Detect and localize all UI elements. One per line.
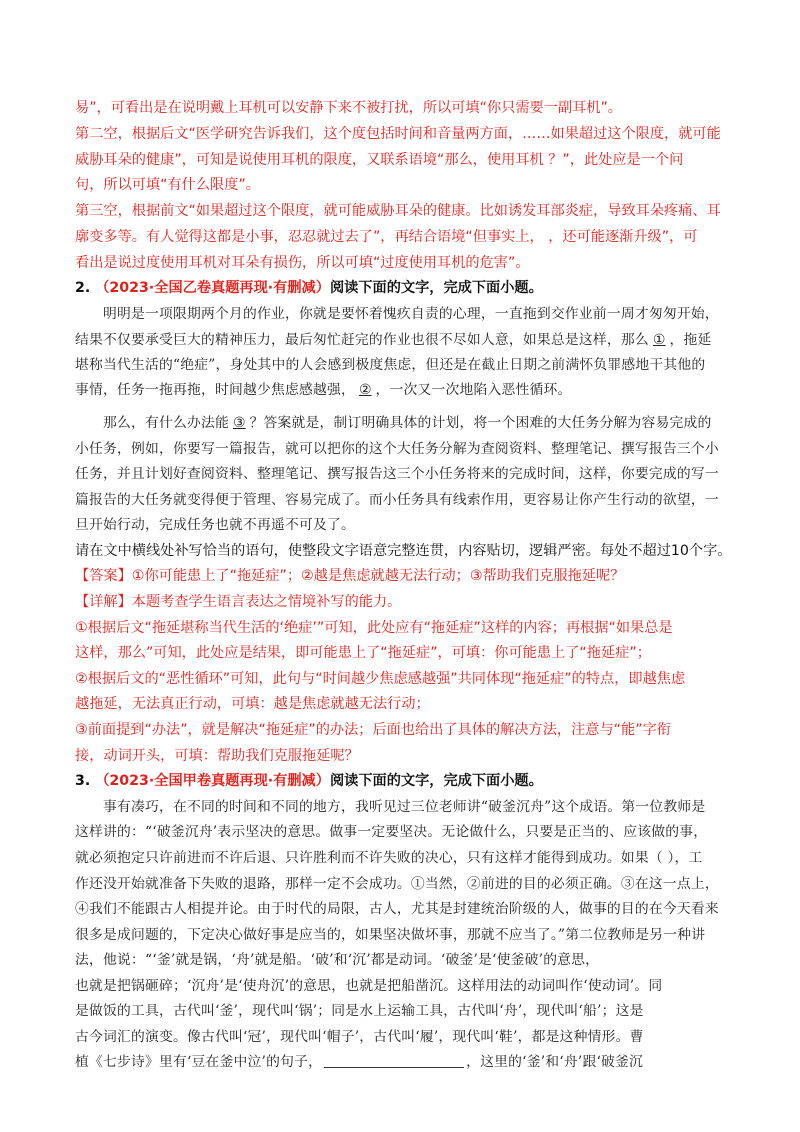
passage-line: 法，他说：“‘釜’就是锅，‘舟’就是船。‘破’和‘沉’都是动词。‘破釜’是‘使釜破’的意思， bbox=[75, 952, 600, 968]
analysis-line: 易”，可看出是在说明戴上耳机可以安静下来不被打扰，所以可填“你只需要一副耳机”。 bbox=[75, 100, 622, 116]
detail-line: 【详解】本题考查学生语言表达之情境补写的能力。 bbox=[75, 594, 402, 610]
question-2-heading bbox=[75, 278, 735, 298]
passage-line: 很多是成问题的，下定决心做好事是应当的，如果坚决做坏事，那就不应当了。”第二位教师是另一种讲 bbox=[75, 927, 706, 943]
analysis-line: 廓变多等。有人觉得这都是小事，忍忍就过去了”，再结合语境“但事实上， ，还可能逐渐升级”，可 bbox=[75, 229, 698, 245]
passage-line: 植《七步诗》里有‘豆在釜中泣’的句子， ，这里的‘釜’和‘舟’跟‘破釜沉 bbox=[75, 1054, 644, 1070]
passage-line: 小任务，例如，你要写一篇报告，就可以把你的这个大任务分解为查阅资料、整理笔记、撰写报告三个小 bbox=[75, 441, 719, 457]
detail-line: 越拖延，无法真正行动，可填：越是焦虑就越无法行动； bbox=[75, 696, 430, 712]
passage-line: 作还没开始就准备下失败的退路，那样一定不会成功。①当然，②前进的目的必须正确。③在这一点上， bbox=[75, 876, 719, 892]
passage-line: 事情，任务一拖再拖，时间越少焦虑感越强， ② ，一次又一次地陷入恶性循环。 bbox=[75, 382, 572, 398]
passage-line: 古今词汇的演变。像古代叫‘冠’，现代叫‘帽子’，古代叫‘履’，现代叫‘鞋’，都是这种情形。曹 bbox=[75, 1029, 644, 1045]
passage-line: ④我们不能跟古人相提并论。由于时代的局限，古人，尤其是封建统治阶级的人，做事的目的在今天看来 bbox=[75, 901, 719, 917]
question-instruction: 阅读下面的文字，完成下面小题。 bbox=[329, 280, 543, 296]
passage-line: 篇报告的大任务就变得便于管理、容易完成了。而小任务具有线索作用，更容易让你产生行动的欲望，一 bbox=[75, 492, 719, 508]
blank-3: ③ bbox=[232, 415, 246, 431]
analysis-line: 第二空，根据后文“医学研究告诉我们，这个度包括时间和音量两方面，……如果超过这个限度，就可能 bbox=[75, 126, 721, 142]
passage-line: 堪称当代生活的“绝症”，身处其中的人会感到极度焦虑，但还是在截止日期之前满怀负罪感地干其他的 bbox=[75, 357, 706, 373]
question-source: （2023·全国乙卷真题再现·有删减） bbox=[95, 280, 330, 296]
detail-line: ③前面提到“办法”，就是解决“拖延症”的办法；后面也给出了具体的解决方法，注意与“能”字衔 bbox=[75, 722, 671, 738]
blank-2: ② bbox=[358, 382, 372, 398]
answer-blank bbox=[324, 1053, 464, 1068]
question-number: 3. bbox=[75, 773, 91, 789]
passage-line: 事有凑巧，在不同的时间和不同的地方，我听见过三位老师讲“破釜沉舟”这个成语。第一位教师是 bbox=[103, 799, 706, 815]
passage-line: 是做饭的工具，古代叫‘釜’，现代叫‘锅’；同是水上运输工具，古代叫‘舟’，现代叫‘船’；这是 bbox=[75, 1003, 644, 1019]
blank-1: ① bbox=[652, 332, 666, 348]
detail-line: ①根据后文“拖延堪称当代生活的‘绝症’”可知，此处应有“拖延症”这样的内容；再根据“如果总是 bbox=[75, 620, 673, 636]
answer-line: 【答案】①你可能患上了“拖延症”；②越是焦虑就越无法行动；③帮助我们克服拖延呢？ bbox=[75, 568, 625, 584]
detail-line: ②根据后文的“恶性循环”可知，此句与“时间越少焦虑感越强”共同体现“拖延症”的特点，即越焦虑 bbox=[75, 671, 686, 687]
detail-line: 接，动词开头，可填：帮助我们克服拖延呢？ bbox=[75, 748, 359, 764]
question-number: 2. bbox=[75, 280, 91, 296]
question-prompt: 请在文中横线处补写恰当的语句，使整段文字语意完整连贯，内容贴切，逻辑严密。每处不超过10个字。 bbox=[75, 543, 732, 559]
question-instruction: 阅读下面的文字，完成下面小题。 bbox=[329, 773, 543, 789]
passage-line: 那么，有什么办法能 ③ ？答案就是，制订明确具体的计划，将一个困难的大任务分解为容易完成的 bbox=[103, 415, 712, 431]
analysis-line: 看出是说过度使用耳机对耳朵有损伤，所以可填“过度使用耳机的危害”。 bbox=[75, 255, 530, 271]
passage-line: 任务，并且计划好查阅资料、整理笔记、撰写报告这三个小任务将来的完成时间，这样，你要完成的写一 bbox=[75, 466, 719, 482]
detail-line: 这样，那么”可知，此处应是结果，即可能患上了“拖延症”，可填：你可能患上了“拖延症”； bbox=[75, 645, 651, 661]
analysis-line: 第三空，根据前文“如果超过这个限度，就可能威胁耳朵的健康。比如诱发耳部炎症，导致耳朵疼痛、耳 bbox=[75, 203, 721, 219]
passage-line: 就必须抱定只许前进而不许后退、只许胜利而不许失败的决心，只有这样才能得到成功。如果（ ），工 bbox=[75, 850, 703, 866]
passage-line: 也就是把锅砸碎；‘沉舟’是‘使舟沉’的意思，也就是把船凿沉。这样用法的动词叫作‘使动词’。同 bbox=[75, 978, 663, 994]
analysis-line: 句，所以可填“有什么限度”。 bbox=[75, 177, 260, 193]
analysis-line: 威胁耳朵的健康”，可知是说使用耳机的限度，又联系语境“那么，使用耳机 ？”，此处应是一个问 bbox=[75, 152, 684, 168]
question-3-heading bbox=[75, 771, 735, 791]
question-source: （2023·全国甲卷真题再现·有删减） bbox=[95, 773, 330, 789]
passage-line: 明明是一项限期两个月的作业，你就是要怀着愧疚自责的心理，一直拖到交作业前一周才匆匆开始， bbox=[103, 306, 719, 322]
passage-line: 旦开始行动，完成任务也就不再遥不可及了。 bbox=[75, 517, 355, 533]
passage-line: 结果不仅要承受巨大的精神压力，最后匆忙赶完的作业也很不尽如人意，如果总是这样，那么 ① ，拖延 bbox=[75, 332, 712, 348]
passage-line: 这样讲的：“‘破釜沉舟’表示坚决的意思。做事一定要坚决。无论做什么，只要是正当的、应该做的事， bbox=[75, 824, 708, 840]
